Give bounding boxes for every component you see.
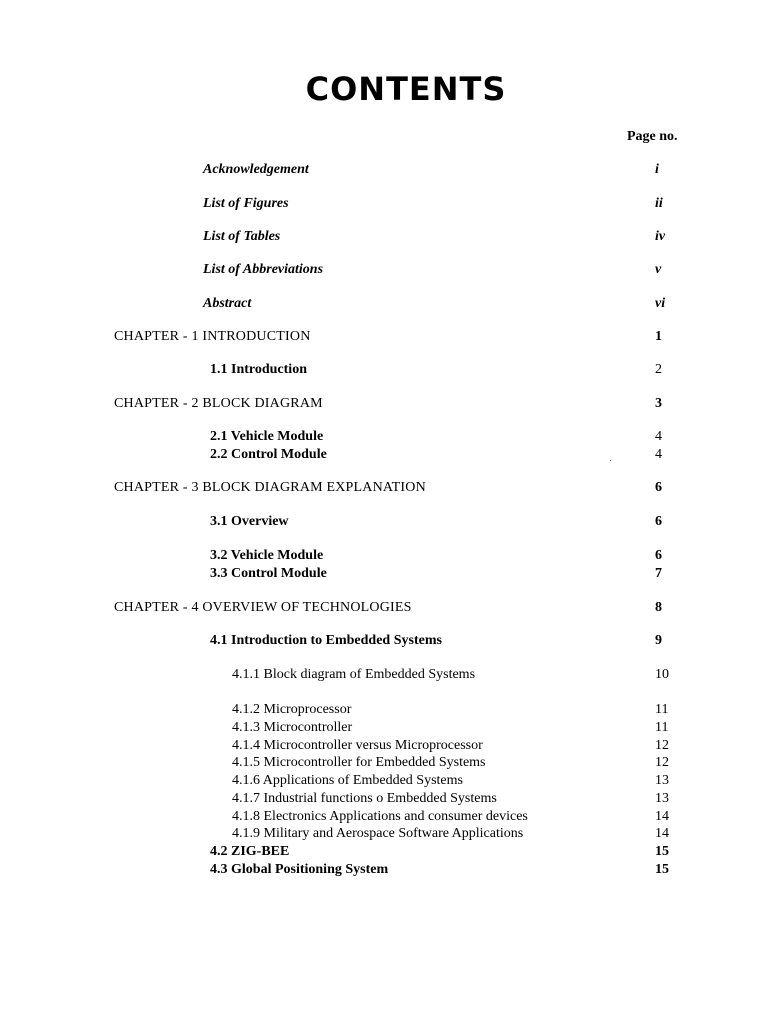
toc-section-label: 2.2 Control Module [210,447,327,462]
toc-chapter-label: CHAPTER - 3 BLOCK DIAGRAM EXPLANATION [114,480,426,495]
toc-chapter-label: CHAPTER - 4 OVERVIEW OF TECHNOLOGIES [114,600,412,615]
toc-section-page: 7 [655,566,662,581]
toc-subsection-label: 4.1.2 Microprocessor [232,702,352,717]
toc-entry-page: i [655,162,659,177]
toc-section-label: 4.3 Global Positioning System [210,862,389,877]
toc-subsection-page: 14 [655,809,669,824]
toc-subsection-page: 10 [655,667,669,682]
toc-section-label: 3.2 Vehicle Module [210,548,324,563]
toc-subsection-label: 4.1.6 Applications of Embedded Systems [232,773,463,788]
toc-subsection-label: 4.1.1 Block diagram of Embedded Systems [232,667,476,682]
toc-subsection-page: 13 [655,773,669,788]
toc-section-page: 4 [655,447,662,462]
toc-subsection-page: 12 [655,755,669,770]
toc-subsection-page: 11 [655,702,669,717]
stray-dot [610,460,611,461]
toc-section-label: 3.1 Overview [210,514,289,529]
toc-subsection-label: 4.1.9 Military and Aerospace Software Applications [232,826,524,841]
toc-subsection-page: 14 [655,826,669,841]
toc-chapter-page: 3 [655,396,663,411]
toc-entry-label: List of Tables [203,229,281,244]
toc-entry-label: Abstract [203,296,252,311]
page-number-header: Page no. [627,129,678,144]
toc-entry-label: Acknowledgement [203,162,309,177]
toc-entry-page: vi [655,296,666,311]
toc-section-page: 6 [655,548,662,563]
toc-chapter-page: 8 [655,600,663,615]
toc-entry-page: iv [655,229,666,244]
toc-subsection-label: 4.1.5 Microcontroller for Embedded Systems [232,755,486,770]
toc-section-page: 15 [655,844,669,859]
toc-section-label: 4.2 ZIG-BEE [210,844,290,859]
toc-section-label: 3.3 Control Module [210,566,327,581]
toc-subsection-label: 4.1.4 Microcontroller versus Microprocessor [232,738,483,753]
toc-section-page: 15 [655,862,669,877]
toc-subsection-page: 11 [655,720,669,735]
toc-section-label: 4.1 Introduction to Embedded Systems [210,633,442,648]
toc-chapter-page: 1 [655,329,663,344]
toc-section-page: 4 [655,429,662,444]
toc-section-page: 6 [655,514,662,529]
toc-chapter-page: 6 [655,480,663,495]
toc-entry-page: ii [655,196,663,211]
toc-entry-label: List of Figures [203,196,289,211]
toc-subsection-page: 13 [655,791,669,806]
toc-section-page: 2 [655,362,662,377]
toc-subsection-label: 4.1.3 Microcontroller [232,720,353,735]
toc-section-label: 1.1 Introduction [210,362,307,377]
toc-entry-label: List of Abbreviations [203,262,324,277]
toc-subsection-page: 12 [655,738,669,753]
toc-subsection-label: 4.1.8 Electronics Applications and consumer devices [232,809,528,824]
toc-subsection-label: 4.1.7 Industrial functions o Embedded Systems [232,791,497,806]
toc-section-label: 2.1 Vehicle Module [210,429,324,444]
toc-entry-page: v [655,262,662,277]
toc-chapter-label: CHAPTER - 1 INTRODUCTION [114,329,311,344]
page-title: CONTENTS [305,70,507,108]
toc-section-page: 9 [655,633,662,648]
toc-chapter-label: CHAPTER - 2 BLOCK DIAGRAM [114,396,323,411]
